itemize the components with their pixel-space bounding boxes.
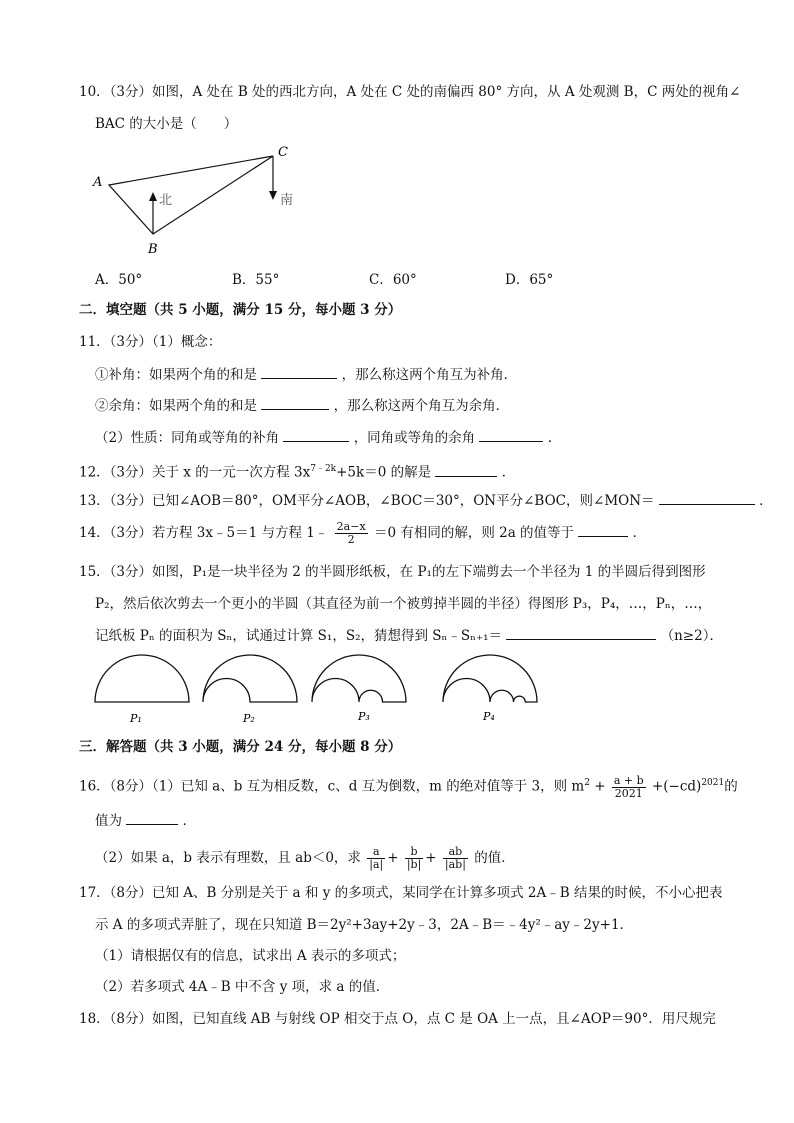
q16-frac2 [405,846,423,871]
q10-figure [85,140,315,260]
q15-line2: P₂，然后依次剪去一个更小的半圆（其直径为前一个被剪掉半圆的半径）得图形 P₃，P₄，…，Pₙ，…， [95,596,712,612]
q11-a-text-end: ，那么称这两个角互为补角． [341,367,518,383]
q12-text-mid: +5k＝0 的解是 [336,464,432,481]
q11-line-b [95,395,509,416]
q15-text: 记纸板 Pₙ 的面积为 Sₙ，试通过计算 S₁，S₂，猜想得到 Sₙ﹣Sₙ₊₁＝ [95,628,503,644]
p3-shape [312,655,406,702]
q12-text: 12．（3分）关于 x 的一元一次方程 3x [79,464,311,481]
q14-text-end: ． [632,525,647,541]
q16-line2-end: ． [182,813,197,829]
q10-option-d: D．65° [505,272,554,288]
q16-f3-num: ab [443,846,468,859]
q12-exponent: 7﹣2k [310,464,337,474]
q15-line1: 15．（3分）如图，P₁是一块半径为 2 的半圆形纸板，在 P₁的左下端剪去一个半径为 1 的半圆后得到图形 [79,564,706,580]
south-arrowhead-icon [269,191,277,200]
q11-b-blank [261,395,329,410]
q16-text: 16．（8分）（1）已知 a、b 互为相反数，c、d 互为倒数，m 的绝对值等于 3，则 m [79,778,585,795]
q15-text-end: （n≥2）． [660,628,723,644]
q13-text: 13．（3分）已知∠AOB＝80°，OM平分∠AOB，∠BOC＝30°，ON平分∠BOC，则∠MON＝ [79,493,655,509]
q17-line2: 示 A 的多项式弄脏了，现在只知道 B＝2y²+3ay+2y﹣3，2A﹣B＝﹣4y²﹣ay﹣2y+1． [95,917,634,933]
q16-fraction [612,775,646,800]
q14-frac-num: 2a−x [336,520,366,533]
q16-line3: （2）如果 a，b 表示有理数，且 ab＜0，求 $\frac{a}{|a|}$ + $\frac{b}{|b|}$ + $\frac{ab}{|ab|}$ 的值． [95,845,515,871]
q11-c-text-mid: ，同角或等角的余角 [353,430,476,446]
q11-c-text: （2）性质：同角或等角的补角 [95,430,280,446]
p4-label: P₄ [483,710,495,723]
q13-line [79,490,773,511]
q16-line2 [95,810,196,831]
q16-f3-den: |ab| [444,858,466,871]
q16-tail: +(−cd) [651,778,702,795]
south-label: 南 [280,193,294,208]
q16-f2-num: b [405,846,423,859]
q13-text-end: ． [759,493,773,509]
q16-frac-num: a + b [613,773,644,787]
p2-shape [203,655,297,702]
triangle-abc [109,156,273,234]
q15-blank [506,625,656,640]
q14-line [79,521,646,546]
q14-text-mid: ＝0 有相同的解，则 2a 的值等于 [373,525,575,541]
q10-option-c: C．60° [369,272,417,288]
p1-shape [95,655,189,702]
q16-end: 的 [724,778,738,795]
q16-f1-den: |a| [369,858,384,871]
q16-f2-den: |b| [406,858,422,871]
q16-exponent2: 2021 [701,778,725,788]
q16-plus: + [589,778,610,795]
q10-option-b: B．55° [232,272,280,288]
q18-line1: 18．（8分）如图，已知直线 AB 与射线 OP 相交于点 O，点 C 是 OA 上一点，且∠AOP＝90°．用尺规完 [79,1011,716,1027]
q14-frac-den: 2 [347,533,355,546]
q11-line-c [95,427,561,448]
q16-line3-text: （2）如果 a，b 表示有理数，且 ab＜0，求 [95,850,361,866]
point-c-label: C [278,145,288,160]
q12-blank [435,462,497,477]
point-b-label: B [148,242,158,257]
q11-a-text: ①补角：如果两个角的和是 [95,367,257,383]
north-label: 北 [159,193,173,208]
q16-f1-num: a [367,846,385,859]
q16-line3-end: 的值． [474,850,515,866]
q12-text-end: ． [501,464,516,481]
q15-figures [90,650,550,730]
q10-option-a: A．50° [95,272,143,288]
q16-blank [126,810,178,825]
q10-line1: 10．（3分）如图，A 处在 B 处的西北方向，A 处在 C 处的南偏西 80° 方向，从 A 处观测 B，C 两处的视角∠ [79,84,741,100]
q11-c-blank1 [283,427,349,442]
p2-label: P₂ [243,712,255,725]
north-arrowhead-icon [149,192,157,201]
q11-line1: 11．（3分）（1）概念： [79,334,222,350]
q12-line [79,459,515,483]
q11-c-text-end: ． [547,430,562,446]
q17-line1: 17．（8分）已知 A、B 分别是关于 a 和 y 的多项式，某同学在计算多项式 2A﹣B 结果的时候，不小心把表 [79,885,723,901]
q16-frac3 [443,846,468,871]
p3-label: P₃ [358,710,370,723]
q14-blank [578,522,628,537]
q17-line3: （1）请根据仅有的信息，试求出 A 表示的多项式； [95,948,406,964]
p1-label: P₁ [130,712,142,725]
q11-a-blank [261,364,337,379]
q16-frac1 [367,846,385,871]
q13-blank [659,490,755,505]
q16-line2-text: 值为 [95,813,122,829]
q11-b-text-end: ，那么称这两个角互为余角． [333,398,510,414]
section3-heading: 三．解答题（共 3 小题，满分 24 分，每小题 8 分） [79,739,402,755]
q10-line2: BAC 的大小是（ ） [95,116,238,132]
q14-fraction [335,521,368,546]
section2-heading: 二．填空题（共 5 小题，满分 15 分，每小题 3 分） [79,302,402,318]
q16-frac-den: 2021 [614,786,643,800]
q16-line1 [79,773,738,800]
q17-line4: （2）若多项式 4A﹣B 中不含 y 项，求 a 的值． [95,979,390,995]
q11-b-text: ②余角：如果两个角的和是 [95,398,257,414]
q11-c-blank2 [479,427,543,442]
q11-line-a [95,364,517,385]
q16-exponent: 2 [584,778,590,788]
point-a-label: A [93,175,103,190]
q14-text: 14．（3分）若方程 3x﹣5＝1 与方程 1﹣ [79,525,329,541]
q15-line3 [95,625,723,646]
p4-shape [443,655,537,702]
